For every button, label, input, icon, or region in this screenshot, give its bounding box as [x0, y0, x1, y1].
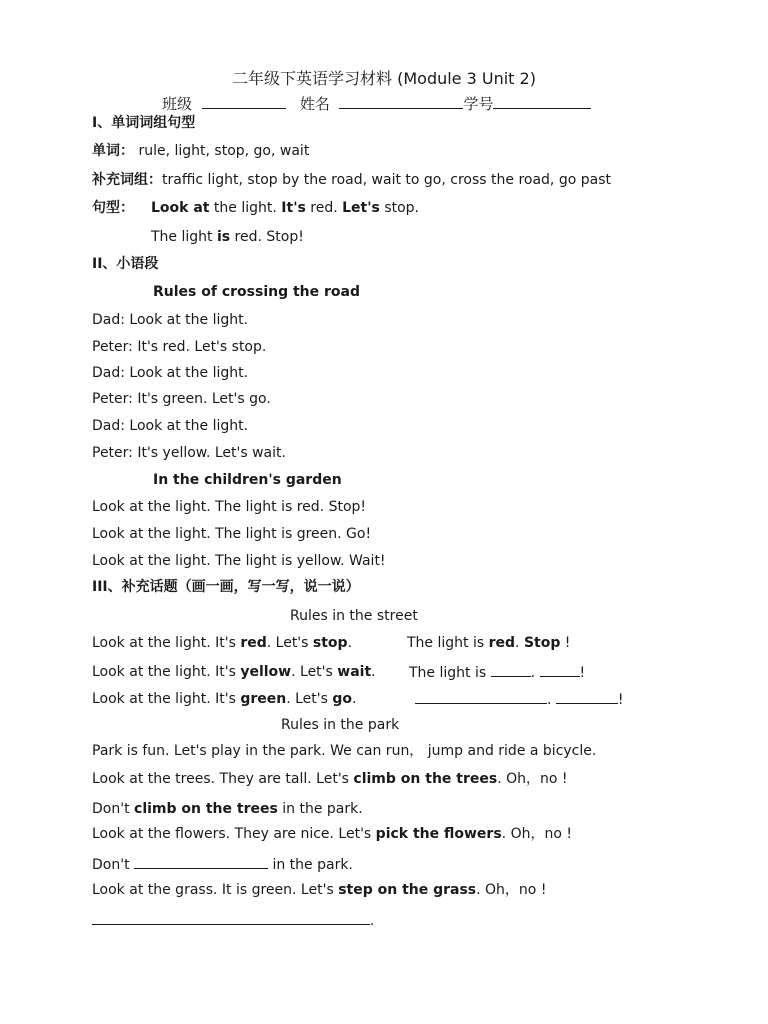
- park-line: Don't in the park.: [92, 857, 353, 873]
- blank-input[interactable]: [491, 663, 531, 677]
- street-answer-red: The light is red. Stop !: [407, 635, 571, 651]
- phrases-text: traffic light, stop by the road, wait to go, cross the road, go past: [162, 172, 611, 188]
- garden-line: Look at the light. The light is yellow. Wait!: [92, 553, 386, 569]
- words-text: rule, light, stop, go, wait: [138, 143, 310, 159]
- section2-heading: II、小语段: [92, 256, 159, 272]
- park-line: Don't climb on the trees in the park.: [92, 801, 363, 817]
- name-label: 姓名: [299, 95, 330, 113]
- name-field[interactable]: [339, 94, 463, 109]
- words-row: [92, 142, 309, 160]
- student-info-row: [162, 94, 591, 113]
- section1-heading: I、单词词组句型: [92, 115, 196, 131]
- street-answer-green: . !: [415, 690, 624, 709]
- dialogue-line: Peter: It's red. Let's stop.: [92, 339, 267, 355]
- id-label: 学号: [463, 95, 494, 113]
- park-title: Rules in the park: [281, 717, 400, 733]
- words-label: 单词：: [92, 143, 134, 159]
- phrases-label: 补充词组：: [92, 172, 162, 188]
- blank-input[interactable]: [556, 690, 618, 704]
- dialogue-line: Dad: Look at the light.: [92, 365, 249, 381]
- section3-heading: III、补充话题（画一画，写一写，说一说）: [92, 579, 360, 595]
- blank-input[interactable]: [92, 911, 370, 925]
- phrases-row: [92, 171, 611, 189]
- park-answer-line: .: [92, 911, 374, 930]
- dialogue-line: Dad: Look at the light.: [92, 312, 249, 328]
- dialogue-title: Rules of crossing the road: [153, 284, 360, 300]
- garden-title: In the children's garden: [153, 472, 342, 488]
- street-answer-yellow: The light is . !: [409, 665, 586, 681]
- blank-input[interactable]: [415, 690, 547, 704]
- dialogue-line: Dad: Look at the light.: [92, 418, 249, 434]
- street-rule-red: Look at the light. It's red. Let's stop.: [92, 635, 353, 651]
- sentence-pattern-2: The light is red. Stop!: [151, 229, 304, 245]
- blank-input[interactable]: [540, 663, 580, 677]
- garden-line: Look at the light. The light is green. Go!: [92, 526, 372, 542]
- blank-input[interactable]: [134, 855, 268, 869]
- street-title: Rules in the street: [290, 608, 418, 624]
- sentence-pattern-1: Look at the light. It's red. Let's stop.: [151, 200, 420, 216]
- dialogue-line: Peter: It's green. Let's go.: [92, 391, 271, 407]
- street-rule-yellow: Look at the light. It's yellow. Let's wait.: [92, 664, 376, 680]
- street-rule-green: Look at the light. It's green. Let's go.: [92, 691, 357, 707]
- garden-line: Look at the light. The light is red. Stop!: [92, 499, 367, 515]
- park-line: Look at the grass. It is green. Let's step on the grass. Oh，no !: [92, 882, 547, 898]
- class-field[interactable]: [202, 94, 286, 109]
- dialogue-line: Peter: It's yellow. Let's wait.: [92, 445, 286, 461]
- id-field[interactable]: [493, 94, 591, 109]
- park-line: Look at the trees. They are tall. Let's climb on the trees. Oh，no !: [92, 771, 568, 787]
- class-label: 班级: [162, 95, 193, 113]
- page-title: 二年级下英语学习材料 (Module 3 Unit 2): [232, 69, 536, 88]
- park-line: Look at the flowers. They are nice. Let's pick the flowers. Oh，no !: [92, 826, 572, 842]
- sentence-label: 句型：: [92, 200, 134, 216]
- park-line: Park is fun. Let's play in the park. We can run， jump and ride a bicycle.: [92, 743, 597, 759]
